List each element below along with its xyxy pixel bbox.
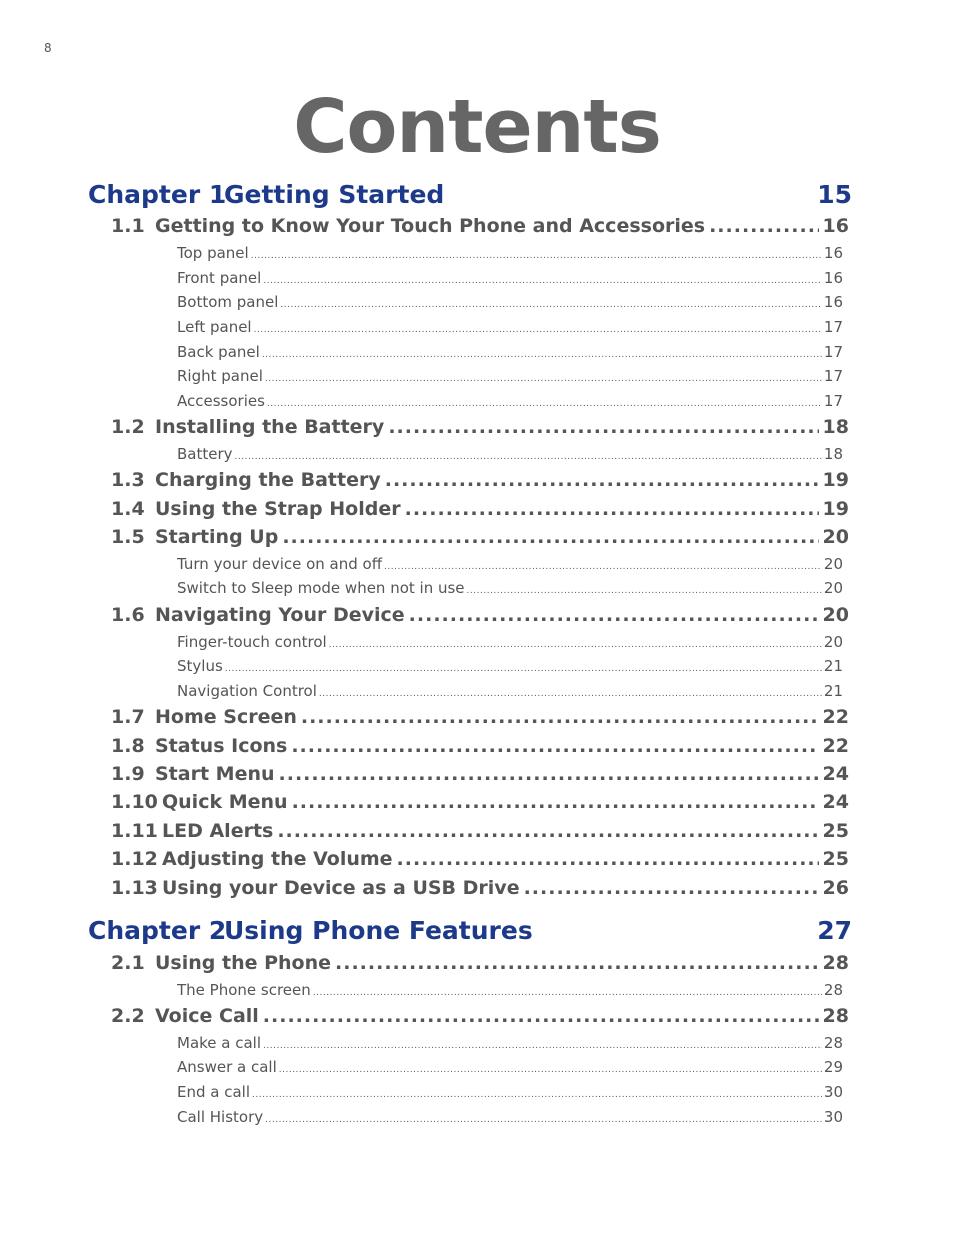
chapter-page: 15 xyxy=(817,180,852,209)
section-page: 16 xyxy=(822,215,849,237)
subsection-page: 16 xyxy=(823,293,843,311)
toc-subsection[interactable] xyxy=(177,981,843,1002)
dot-leader xyxy=(279,1065,822,1075)
subsection-page: 20 xyxy=(823,633,843,651)
toc-section[interactable] xyxy=(111,526,849,552)
dot-leader xyxy=(388,416,818,438)
section-title: Status Icons xyxy=(155,735,288,757)
subsection-title: The Phone screen xyxy=(177,981,311,999)
toc-subsection[interactable] xyxy=(177,657,843,678)
toc-section[interactable] xyxy=(111,820,849,846)
toc-subsection[interactable] xyxy=(177,633,843,654)
dot-leader xyxy=(319,689,822,699)
toc-section[interactable] xyxy=(111,791,849,817)
section-title: Voice Call xyxy=(155,1005,259,1027)
dot-leader xyxy=(225,664,822,674)
subsection-title: Back panel xyxy=(177,343,260,361)
dot-leader xyxy=(277,820,818,842)
subsection-page: 20 xyxy=(823,579,843,597)
dot-leader xyxy=(524,877,819,899)
section-number: 1.10 xyxy=(111,791,158,813)
dot-leader xyxy=(254,325,822,335)
section-page: 18 xyxy=(822,416,849,438)
subsection-title: Switch to Sleep mode when not in use xyxy=(177,579,465,597)
toc-subsection[interactable] xyxy=(177,682,843,703)
page-title: Contents xyxy=(293,84,661,170)
section-number: 2.2 xyxy=(111,1005,145,1027)
subsection-page: 17 xyxy=(823,392,843,410)
dot-leader xyxy=(263,1005,819,1027)
section-title: Using your Device as a USB Drive xyxy=(162,877,520,899)
chapter-label: Chapter 2 xyxy=(88,916,227,945)
dot-leader xyxy=(282,526,818,548)
subsection-title: Call History xyxy=(177,1108,264,1126)
subsection-title: Battery xyxy=(177,445,233,463)
toc-subsection[interactable] xyxy=(177,555,843,576)
section-number: 1.12 xyxy=(111,848,158,870)
section-number: 1.6 xyxy=(111,604,145,626)
section-page: 28 xyxy=(822,1005,849,1027)
dot-leader xyxy=(313,988,822,998)
toc-subsection[interactable] xyxy=(177,1108,843,1129)
dot-leader xyxy=(279,763,819,785)
toc-subsection[interactable] xyxy=(177,318,843,339)
section-number: 2.1 xyxy=(111,952,145,974)
section-page: 24 xyxy=(822,763,849,785)
dot-leader xyxy=(267,399,822,409)
section-number: 1.9 xyxy=(111,763,145,785)
toc-subsection[interactable] xyxy=(177,269,843,290)
toc-section[interactable] xyxy=(111,952,849,978)
dot-leader xyxy=(263,1041,822,1051)
dot-leader xyxy=(262,350,822,360)
section-number: 1.1 xyxy=(111,215,145,237)
section-page: 19 xyxy=(822,498,849,520)
subsection-title: Stylus xyxy=(177,657,223,675)
section-title: Getting to Know Your Touch Phone and Accessories xyxy=(155,215,706,237)
subsection-title: Right panel xyxy=(177,367,263,385)
section-title: LED Alerts xyxy=(162,820,274,842)
dot-leader xyxy=(709,215,818,237)
toc-section[interactable] xyxy=(111,848,849,874)
toc-section[interactable] xyxy=(111,706,849,732)
section-page: 22 xyxy=(822,735,849,757)
section-page: 25 xyxy=(822,848,849,870)
subsection-page: 30 xyxy=(823,1108,843,1126)
section-page: 28 xyxy=(822,952,849,974)
dot-leader xyxy=(409,604,819,626)
toc-subsection[interactable] xyxy=(177,293,843,314)
toc-section[interactable] xyxy=(111,735,849,761)
toc-section[interactable] xyxy=(111,1005,849,1031)
section-page: 19 xyxy=(822,469,849,491)
subsection-page: 16 xyxy=(823,269,843,287)
section-title: Using the Strap Holder xyxy=(155,498,401,520)
section-number: 1.3 xyxy=(111,469,145,491)
section-page: 20 xyxy=(822,526,849,548)
subsection-title: Bottom panel xyxy=(177,293,279,311)
toc-section[interactable] xyxy=(111,416,849,442)
section-number: 1.5 xyxy=(111,526,145,548)
chapter-page: 27 xyxy=(817,916,852,945)
chapter-title: Getting Started xyxy=(224,180,445,209)
subsection-page: 30 xyxy=(823,1083,843,1101)
toc-subsection[interactable] xyxy=(177,445,843,466)
section-number: 1.11 xyxy=(111,820,158,842)
section-number: 1.7 xyxy=(111,706,145,728)
toc-section[interactable] xyxy=(111,604,849,630)
dot-leader xyxy=(329,640,822,650)
section-number: 1.13 xyxy=(111,877,158,899)
subsection-page: 18 xyxy=(823,445,843,463)
subsection-page: 20 xyxy=(823,555,843,573)
subsection-title: Answer a call xyxy=(177,1058,277,1076)
dot-leader xyxy=(252,1090,822,1100)
section-page: 25 xyxy=(822,820,849,842)
section-page: 24 xyxy=(822,791,849,813)
toc-section[interactable] xyxy=(111,215,849,241)
section-title: Start Menu xyxy=(155,763,275,785)
section-title: Charging the Battery xyxy=(155,469,381,491)
dot-leader xyxy=(292,791,819,813)
subsection-title: Accessories xyxy=(177,392,265,410)
chapter-label: Chapter 1 xyxy=(88,180,227,209)
section-title: Navigating Your Device xyxy=(155,604,405,626)
toc-section[interactable] xyxy=(111,877,849,903)
subsection-title: Make a call xyxy=(177,1034,262,1052)
subsection-title: Front panel xyxy=(177,269,262,287)
dot-leader xyxy=(397,848,819,870)
subsection-page: 17 xyxy=(823,343,843,361)
toc-section[interactable] xyxy=(111,498,849,524)
section-page: 22 xyxy=(822,706,849,728)
toc-subsection[interactable] xyxy=(177,1058,843,1079)
subsection-page: 21 xyxy=(823,682,843,700)
dot-leader xyxy=(265,1115,822,1125)
section-title: Installing the Battery xyxy=(155,416,385,438)
toc-subsection[interactable] xyxy=(177,343,843,364)
subsection-page: 17 xyxy=(823,318,843,336)
chapter-title: Using Phone Features xyxy=(224,916,533,945)
subsection-title: Finger-touch control xyxy=(177,633,327,651)
dot-leader xyxy=(263,276,822,286)
toc-subsection[interactable] xyxy=(177,244,843,265)
subsection-page: 28 xyxy=(823,1034,843,1052)
toc-chapter[interactable] xyxy=(88,916,852,948)
dot-leader xyxy=(405,498,819,520)
dot-leader xyxy=(385,469,819,491)
page-number: 8 xyxy=(44,41,52,55)
section-number: 1.8 xyxy=(111,735,145,757)
section-title: Adjusting the Volume xyxy=(162,848,393,870)
toc-subsection[interactable] xyxy=(177,579,843,600)
subsection-page: 28 xyxy=(823,981,843,999)
subsection-page: 21 xyxy=(823,657,843,675)
dot-leader xyxy=(235,452,822,462)
subsection-page: 17 xyxy=(823,367,843,385)
dot-leader xyxy=(280,300,822,310)
section-page: 20 xyxy=(822,604,849,626)
section-title: Starting Up xyxy=(155,526,279,548)
subsection-title: Navigation Control xyxy=(177,682,317,700)
section-title: Home Screen xyxy=(155,706,297,728)
section-title: Using the Phone xyxy=(155,952,332,974)
section-title: Quick Menu xyxy=(162,791,288,813)
section-number: 1.4 xyxy=(111,498,145,520)
dot-leader xyxy=(384,562,822,572)
dot-leader xyxy=(335,952,819,974)
dot-leader xyxy=(467,586,822,596)
subsection-title: Left panel xyxy=(177,318,252,336)
subsection-title: End a call xyxy=(177,1083,251,1101)
section-page: 26 xyxy=(822,877,849,899)
dot-leader xyxy=(265,374,822,384)
toc-subsection[interactable] xyxy=(177,392,843,413)
section-number: 1.2 xyxy=(111,416,145,438)
dot-leader xyxy=(291,735,818,757)
subsection-title: Top panel xyxy=(177,244,249,262)
toc-chapter[interactable] xyxy=(88,180,852,212)
dot-leader xyxy=(251,251,822,261)
subsection-page: 29 xyxy=(823,1058,843,1076)
subsection-title: Turn your device on and off xyxy=(177,555,383,573)
toc-subsection[interactable] xyxy=(177,367,843,388)
toc-section[interactable] xyxy=(111,469,849,495)
toc-subsection[interactable] xyxy=(177,1034,843,1055)
toc-subsection[interactable] xyxy=(177,1083,843,1104)
dot-leader xyxy=(301,706,819,728)
subsection-page: 16 xyxy=(823,244,843,262)
toc-section[interactable] xyxy=(111,763,849,789)
